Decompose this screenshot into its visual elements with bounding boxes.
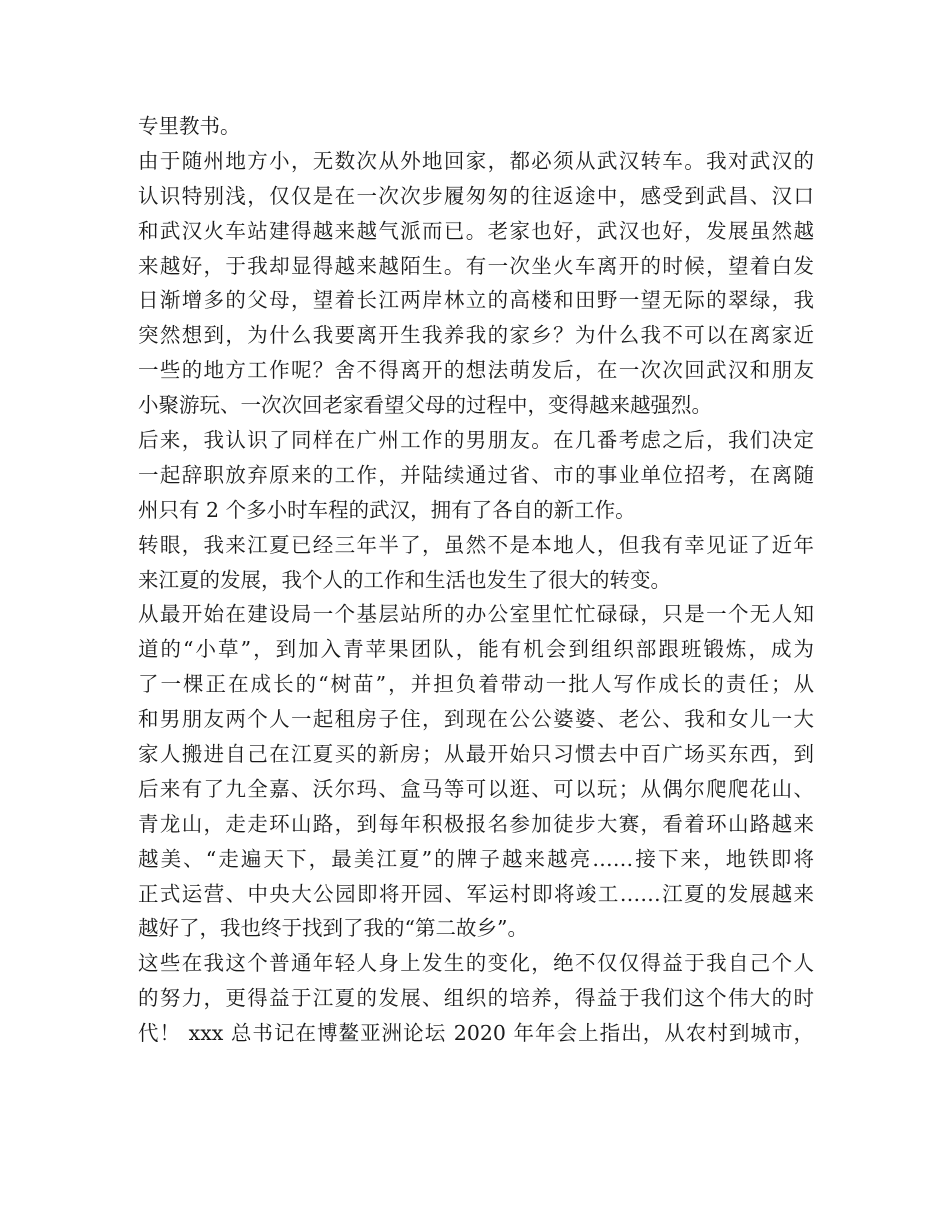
- document-body: [138, 109, 814, 1051]
- text-line: 这些在我这个普通年轻人身上发生的变化，绝不仅仅得益于我自己个人: [138, 951, 814, 976]
- text-line: 正式运营、中央大公园即将开园、军运村即将竣工……江夏的发展越来: [138, 881, 814, 906]
- text-line: 从最开始在建设局一个基层站所的办公室里忙忙碌碌，只是一个无人知: [138, 602, 814, 627]
- text-line: 家人搬进自己在江夏买的新房；从最开始只习惯去中百广场买东西，到: [138, 742, 814, 767]
- text-line: 青龙山，走走环山路，到每年积极报名参加徒步大赛，看着环山路越来: [138, 811, 814, 836]
- text-line: 认识特别浅，仅仅是在一次次步履匆匆的往返途中，感受到武昌、汉口: [138, 183, 814, 208]
- text-line: 专里教书。: [138, 114, 241, 138]
- text-line: 转眼，我来江夏已经三年半了，虽然不是本地人，但我有幸见证了近年: [138, 532, 814, 557]
- text-line: 道的“小草”，到加入青苹果团队，能有机会到组织部跟班锻炼，成为: [138, 637, 814, 662]
- text-line: 越美、“走遍天下，最美江夏”的牌子越来越亮……接下来，地铁即将: [138, 846, 814, 871]
- text-line: 了一棵正在成长的“树苗”，并担负着带动一批人写作成长的责任；从: [138, 672, 814, 697]
- text-line: 一起辞职放弃原来的工作，并陆续通过省、市的事业单位招考，在离随: [138, 462, 814, 487]
- text-line: 越好了，我也终于找到了我的“第二故乡”。: [138, 916, 528, 941]
- text-line: 和武汉火车站建得越来越气派而已。老家也好，武汉也好，发展虽然越: [138, 218, 814, 243]
- text-line: 日渐增多的父母，望着长江两岸林立的高楼和田野一望无际的翠绿，我: [138, 288, 814, 313]
- text-line: 后来，我认识了同样在广州工作的男朋友。在几番考虑之后，我们决定: [138, 428, 814, 453]
- text-line: 来越好，于我却显得越来越陌生。有一次坐火车离开的时候，望着白发: [138, 253, 814, 278]
- text-line: 和男朋友两个人一起租房子住，到现在公公婆婆、老公、我和女儿一大: [138, 707, 814, 732]
- text-line: 由于随州地方小，无数次从外地回家，都必须从武汉转车。我对武汉的: [138, 148, 814, 173]
- text-line: 后来有了九全嘉、沃尔玛、盒马等可以逛、可以玩；从偶尔爬爬花山、: [138, 776, 814, 801]
- text-line: 的努力，更得益于江夏的发展、组织的培养，得益于我们这个伟大的时: [138, 986, 814, 1011]
- text-line: 突然想到，为什么我要离开生我养我的家乡？为什么我不可以在离家近: [138, 323, 814, 348]
- text-line: 州只有 2 个多小时车程的武汉，拥有了各自的新工作。: [138, 497, 636, 522]
- text-line: 小聚游玩、一次次回老家看望父母的过程中，变得越来越强烈。: [138, 393, 712, 418]
- text-line: 来江夏的发展，我个人的工作和生活也发生了很大的转变。: [138, 567, 671, 592]
- text-line: 一些的地方工作呢？舍不得离开的想法萌发后，在一次次回武汉和朋友: [138, 358, 814, 383]
- text-line: 代！ xxx 总书记在博鳌亚洲论坛 2020 年年会上指出，从农村到城市，: [138, 1021, 814, 1046]
